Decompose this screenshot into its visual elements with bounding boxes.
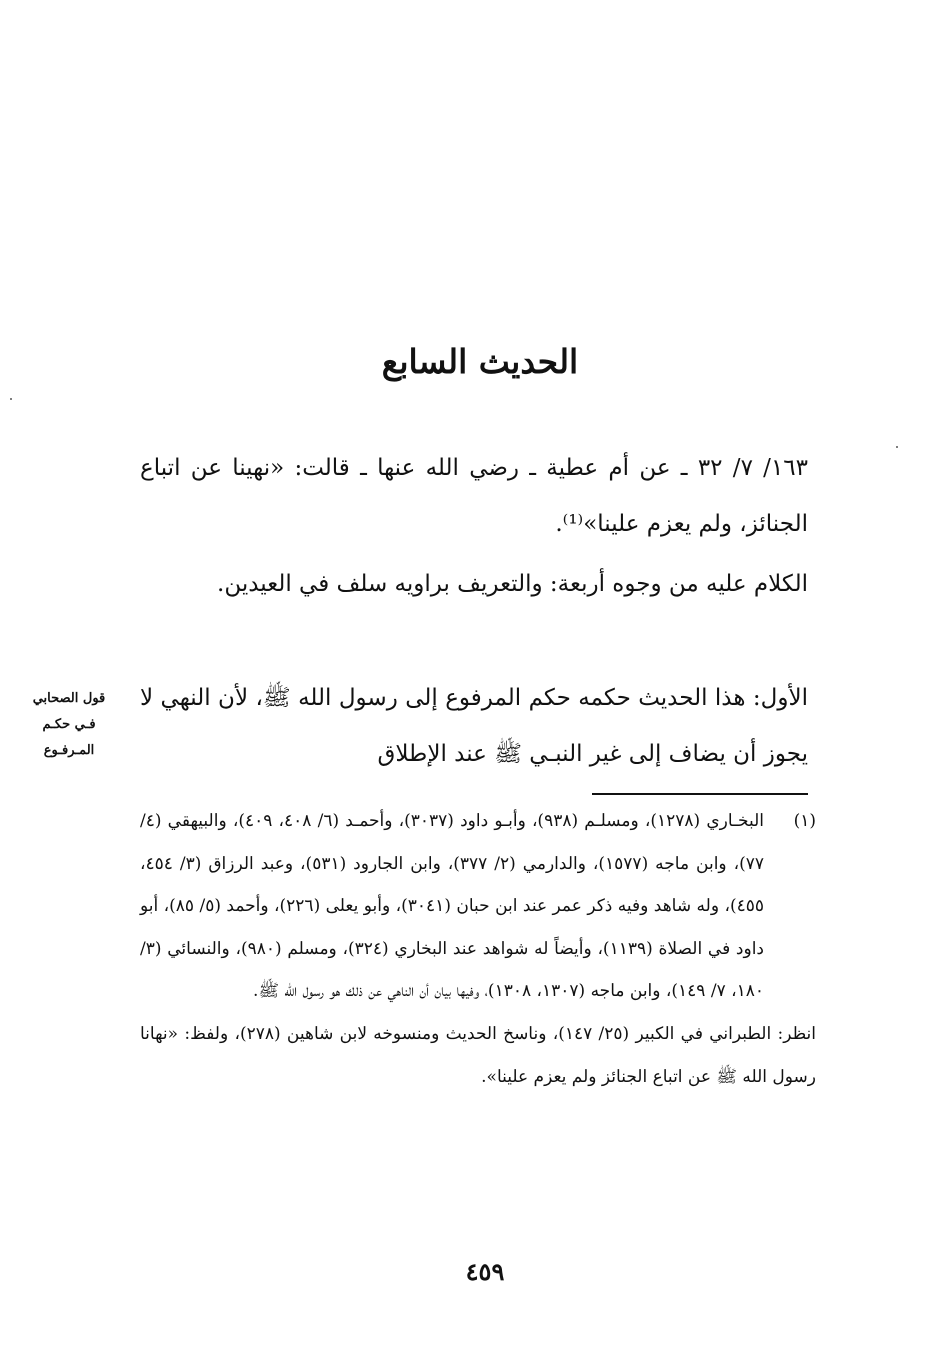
margin-note-line: قول الصحابي xyxy=(32,691,106,706)
hadith-paragraph xyxy=(140,440,808,552)
first-aspect-paragraph xyxy=(140,670,808,782)
margin-note-line: المـرفـوع xyxy=(43,743,95,758)
footnote-text: البخـاري (١٢٧٨)، ومسلـم (٩٣٨)، وأبـو داود (٣٠٣٧)، وأحمـد (٦/ ٤٠٨، ٤٠٩)، والبيهقي (٤/ ٧٧)، وابن ماجه (١٥٧٧)، والدارمي (٢/ ٣٧٧)، وابن الجارود (٥٣١)، وعبد الرزاق (٣/ ٤٥٤، ٤٥٥)، وله شاهد وفيه ذكر عمر عند ابن حبان (٣٠٤١)، وأبو يعلى (٢٢٦)، وأحمد (٥/ ٨٥)، أبو داود في الصلاة (١١٣٩)، وأيضاً له شواهد عند البخاري (٣٢٤)، ومسلم (٩٨٠)، والنسائي (٣/ ١٨٠، ٧/ ١٤٩)، وابن ماجه (١٣٠٧، ١٣٠٨)، وفيها بيان أن الناهي عن ذلك هو رسول الله ﷺ. xyxy=(140,811,765,1002)
intro-paragraph xyxy=(140,556,808,612)
intro-text: الكلام عليه من وجوه أربعة: والتعريف براويه سلف في العيدين. xyxy=(217,571,808,597)
footnote-1 xyxy=(140,800,816,1013)
footnote-separator xyxy=(592,793,808,795)
footnote-body xyxy=(140,800,764,1013)
scan-speck xyxy=(896,446,898,448)
first-aspect-text: الأول: هذا الحديث حكمه حكم المرفوع إلى رسول الله ﷺ، لأن النهي لا يجوز أن يضاف إلى غير النبـي ﷺ عند الإطلاق xyxy=(140,685,808,767)
hadith-text: ١٦٣/ ٧/ ٣٢ ـ عن أم عطية ـ رضي الله عنها ـ قالت: «نهينا عن اتباع الجنائز، ولم يعزم علينا»⁽¹⁾. xyxy=(140,455,808,537)
chapter-title: الحديث السابع xyxy=(381,342,579,382)
scan-speck xyxy=(10,398,12,400)
footnote-number: (١) xyxy=(793,811,816,831)
footnote-text-2: انظر: الطبراني في الكبير (٢٥/ ١٤٧)، وناسخ الحديث ومنسوخه لابن شاهين (٢٧٨)، ولفظ: «نهانا رسول الله ﷺ عن اتباع الجنائز ولم يعزم علينا». xyxy=(140,1023,816,1087)
footnotes xyxy=(140,800,816,1098)
margin-note xyxy=(12,686,126,764)
page-number: ٤٥٩ xyxy=(465,1257,505,1286)
margin-note-line: فـي حكـم xyxy=(42,717,96,732)
footnote-continuation xyxy=(140,1013,816,1098)
